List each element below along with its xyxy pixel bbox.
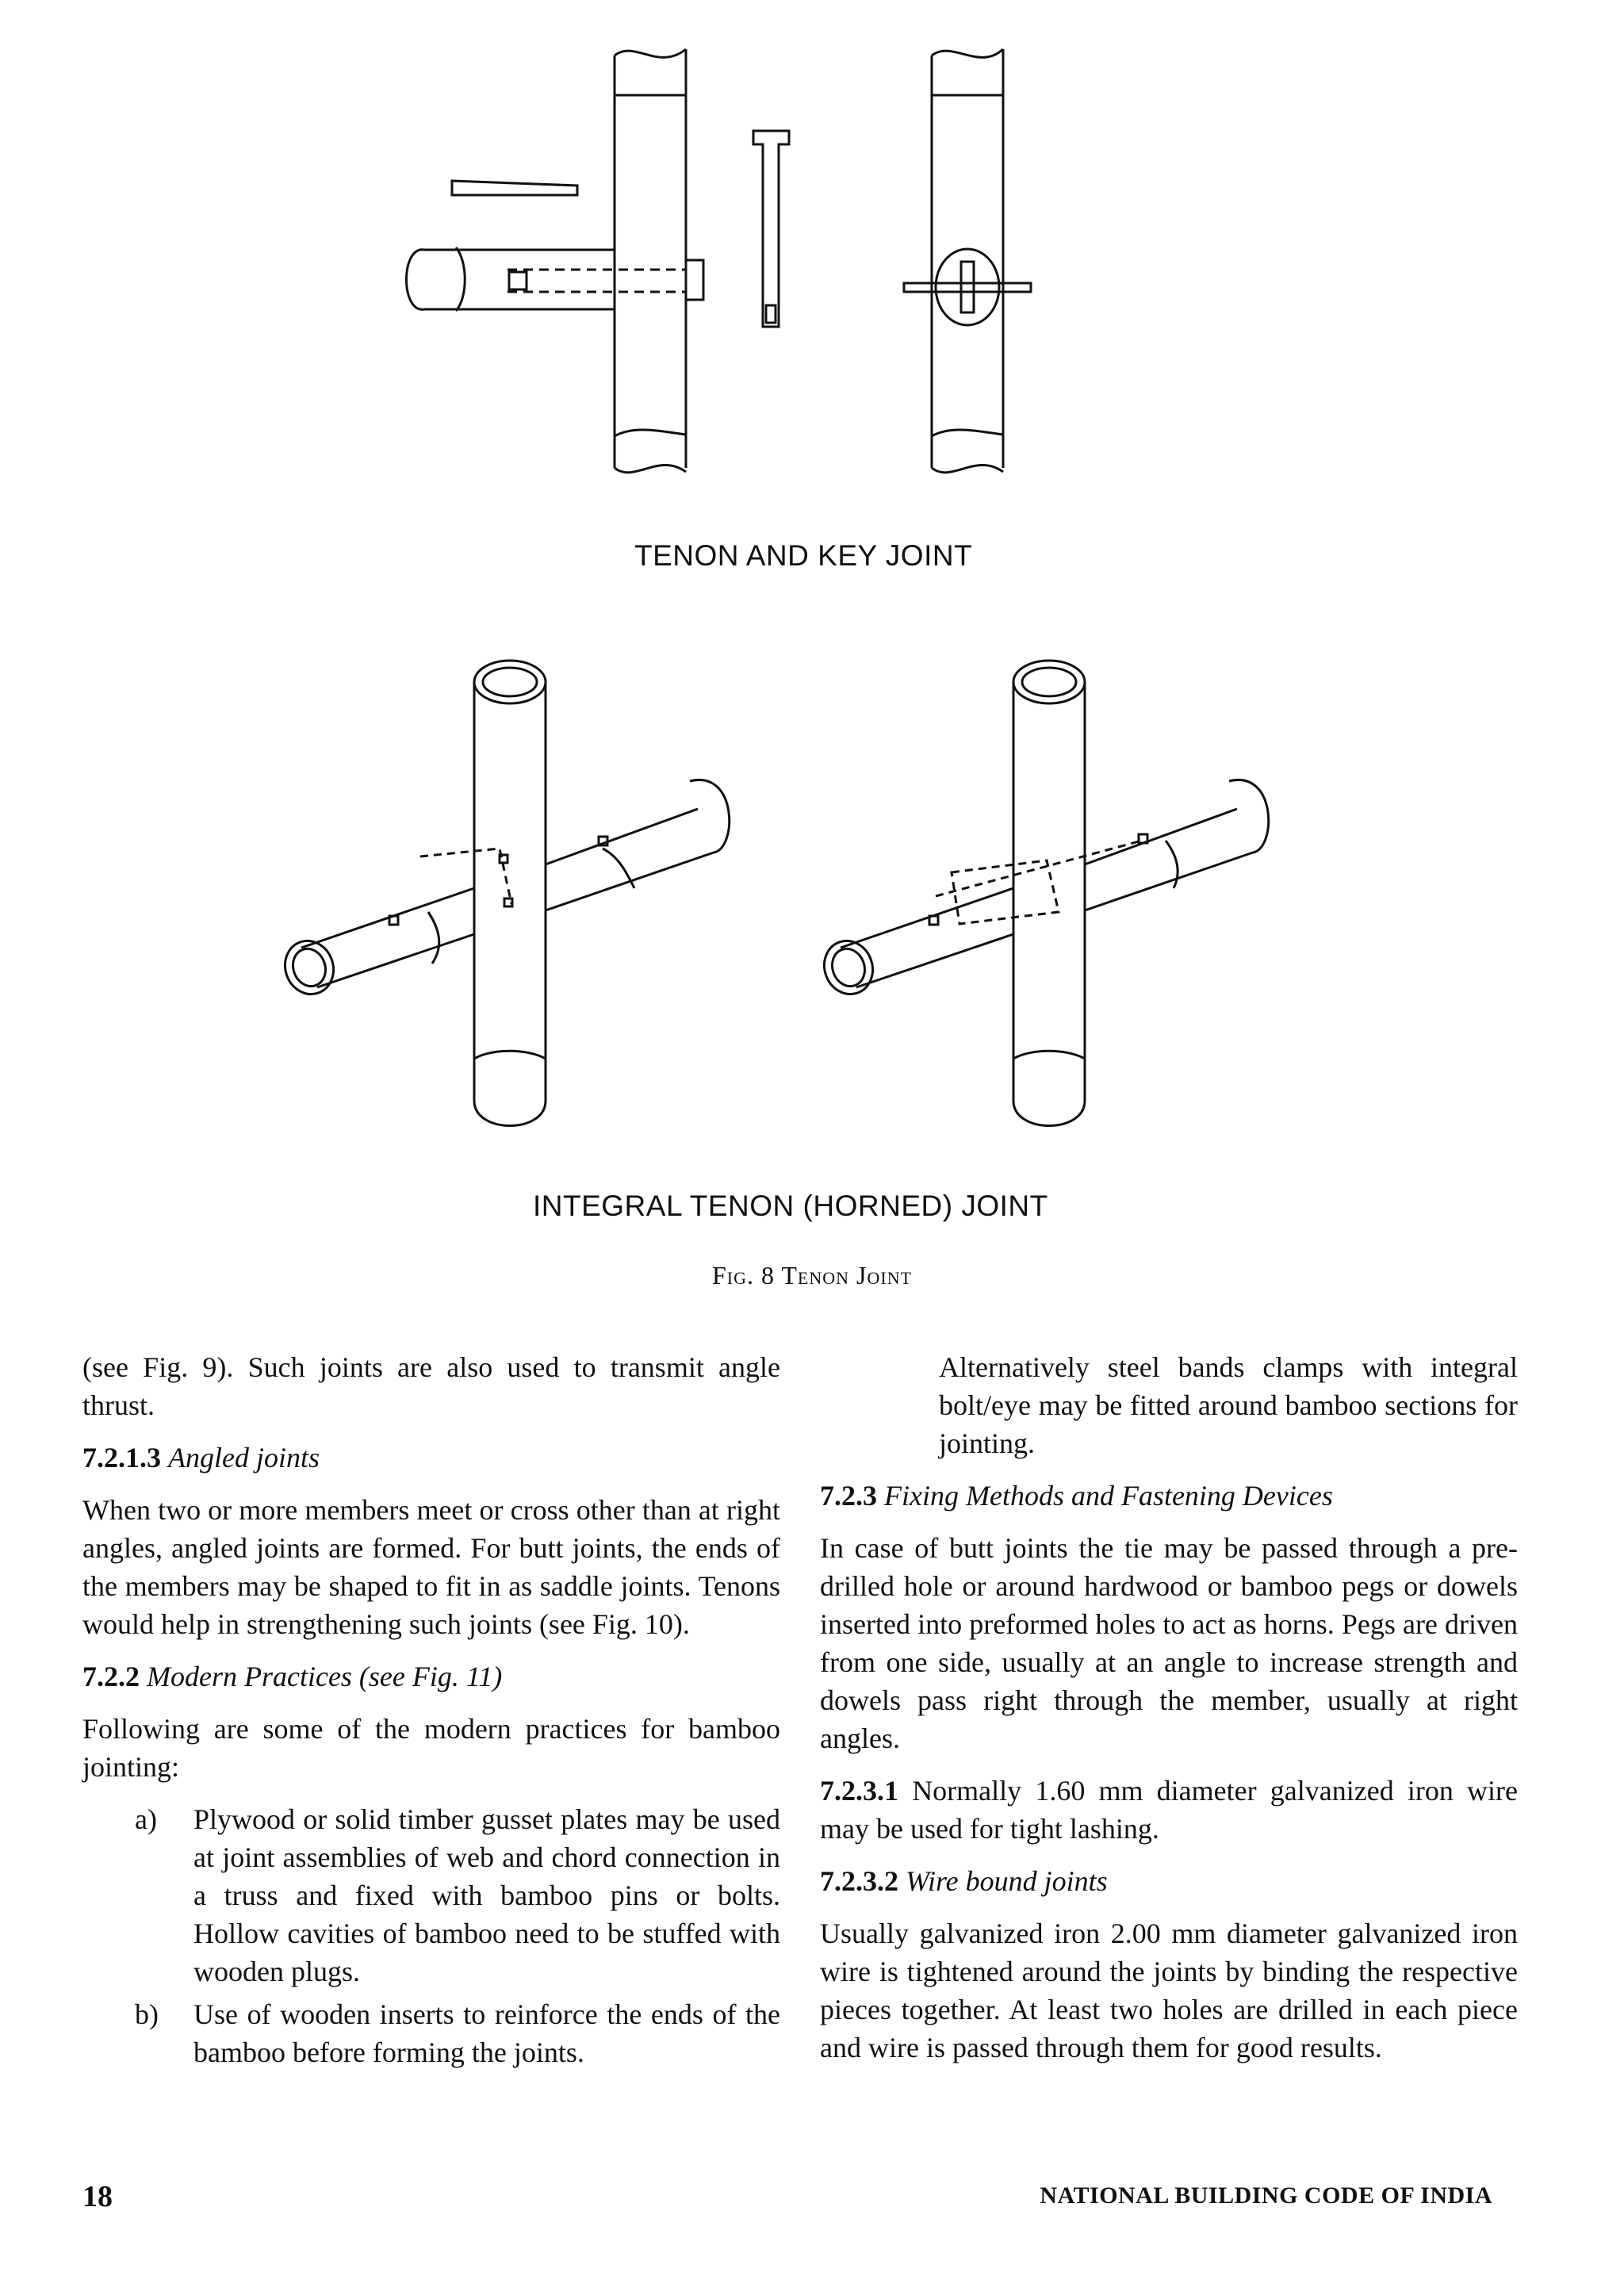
footer-code-name: NATIONAL BUILDING CODE OF INDIA [1040, 2182, 1492, 2209]
modern-practices-list [82, 1800, 780, 2071]
vertical-pole-right [904, 49, 1031, 473]
list-item [82, 1800, 780, 1991]
heading-modern-practices [82, 1657, 780, 1696]
right-paragraph-4: Usually galvanized iron 2.00 mm diameter galvanized iron wire is tightened around the joints by binding the respective pieces together. At least two holes are drilled in each piece and wire is passed through them for good results. [820, 1918, 1518, 2063]
right-column [820, 1348, 1518, 2081]
left-paragraph-1: (see Fig. 9). Such joints are also used to transmit angle thrust. [82, 1351, 780, 1421]
heading-number: 7.2.3 [820, 1480, 877, 1512]
right-paragraph-3 [820, 1772, 1518, 1848]
horizontal-branch-pole [407, 247, 704, 311]
right-paragraph-1: Alternatively steel bands clamps with integral bolt/eye may be fitted around bamboo sections for jointing. [939, 1351, 1518, 1459]
caption-tenon-key-joint: TENON AND KEY JOINT [634, 539, 973, 572]
heading-title: Fixing Methods and Fastening Devices [884, 1480, 1333, 1512]
page-number: 18 [82, 2180, 113, 2213]
heading-title: Modern Practices (see Fig. 11) [147, 1661, 503, 1692]
left-paragraph-2: When two or more members meet or cross other than at right angles, angled joints are formed. For butt joints, the ends of the members may be shaped to fit in as saddle joints. Tenons would help in strengthening such joints (see Fig. 10). [82, 1494, 780, 1640]
list-text: Plywood or solid timber gusset plates may be used at joint assemblies of web and chord connection in a truss and fixed with bamboo pins or bolts. Hollow cavities of bamboo need to be stuffed with wooden plugs. [193, 1803, 780, 1987]
heading-number: 7.2.3.1 [820, 1775, 898, 1807]
horned-joint-right-drawing [817, 661, 1269, 1126]
list-marker: b) [135, 1998, 159, 2030]
left-column [82, 1348, 780, 2076]
figure-title: Fig. 8 Tenon Joint [711, 1261, 913, 1289]
left-paragraph-3: Following are some of the modern practices for bamboo jointing: [82, 1713, 780, 1783]
heading-number: 7.2.2 [82, 1661, 140, 1692]
key-wedge [452, 181, 577, 195]
tenon-key-joint-drawing [407, 49, 1032, 473]
heading-number: 7.2.3.2 [820, 1865, 898, 1897]
caption-horned-joint: INTEGRAL TENON (HORNED) JOINT [533, 1190, 1048, 1222]
heading-angled-joints [82, 1439, 780, 1477]
heading-fixing-methods [820, 1477, 1518, 1515]
list-marker: a) [135, 1803, 157, 1835]
heading-title: Angled joints [168, 1442, 320, 1473]
paragraph-text: Normally 1.60 mm diameter galvanized iron wire may be used for tight lashing. [820, 1775, 1519, 1845]
horned-joint-left-drawing [278, 661, 730, 1126]
vertical-pole-left [615, 49, 686, 473]
right-paragraph-2: In case of butt joints the tie may be passed through a pre-drilled hole or around hardwood or bamboo pegs or dowels inserted into preformed holes to act as horns. Pegs are driven from one side, usually at an angle to increase strength and dowels pass right through the member, usually at right angles. [820, 1532, 1518, 1754]
list-item [82, 1995, 780, 2071]
heading-title: Wire bound joints [906, 1865, 1108, 1897]
heading-wire-bound-joints [820, 1862, 1518, 1900]
heading-number: 7.2.1.3 [82, 1442, 161, 1473]
t-key [753, 131, 789, 327]
list-text: Use of wooden inserts to reinforce the ends of the bamboo before forming the joints. [193, 1998, 780, 2068]
